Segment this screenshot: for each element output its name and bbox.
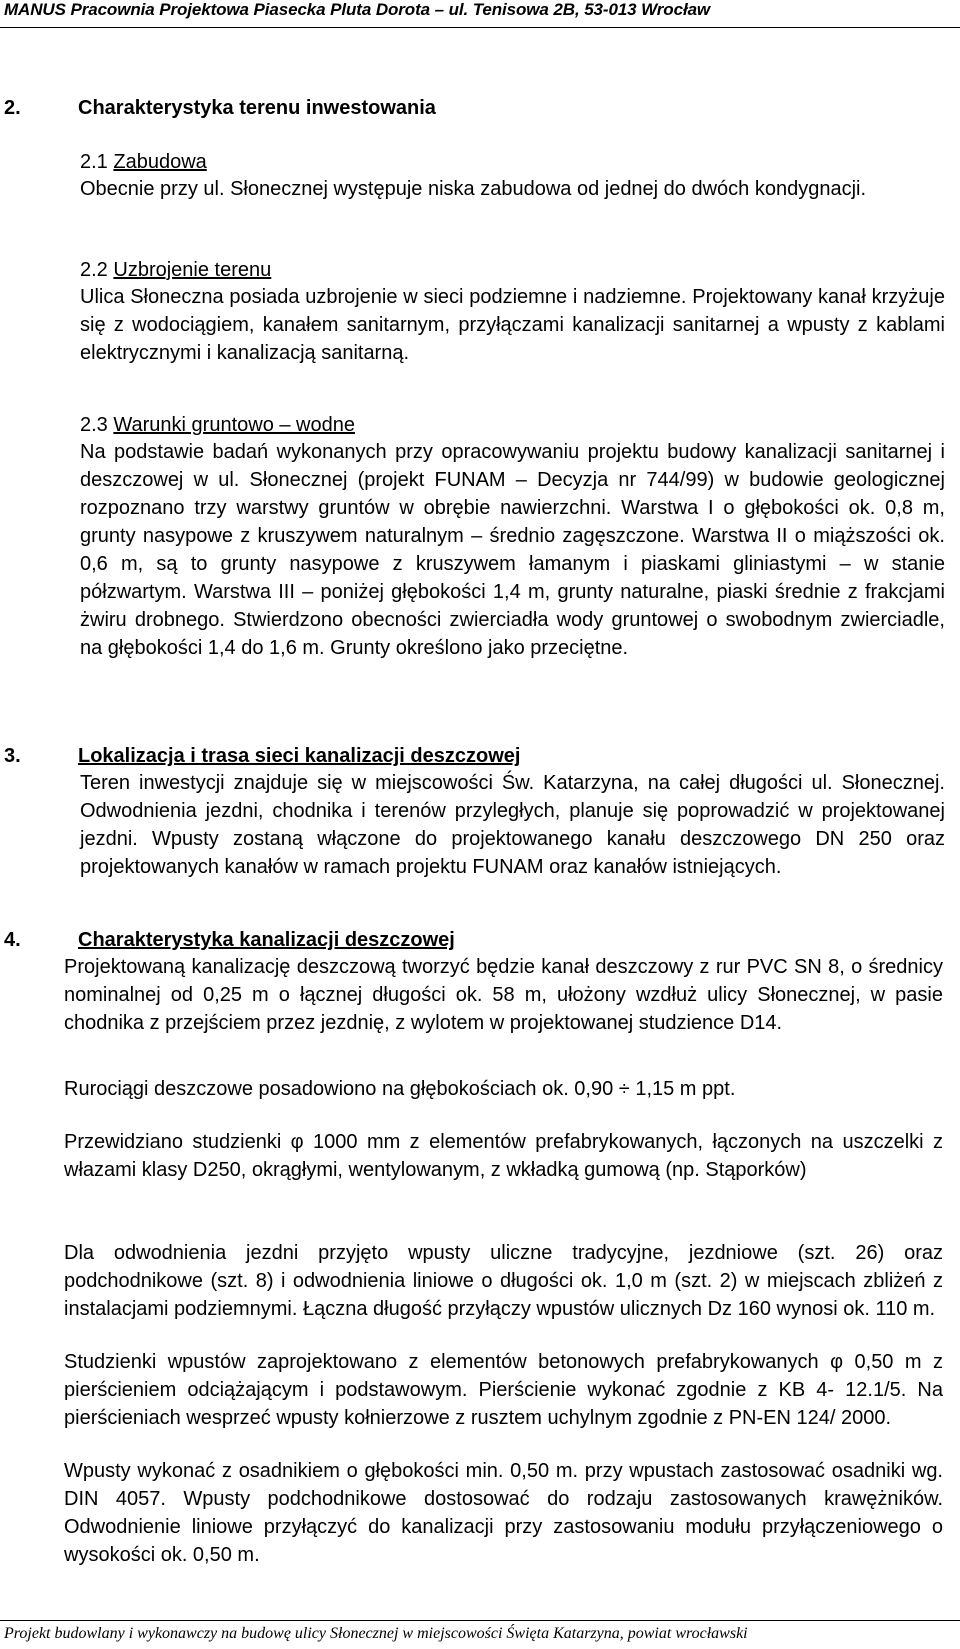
header-text: MANUS Pracownia Projektowa Piasecka Pluta Dorota – ul. Tenisowa 2B, 53-013 Wrocław (4, 0, 711, 19)
subsection-2-2-text: Ulica Słoneczna posiada uzbrojenie w sieci podziemne i nadziemne. Projektowany kanał krzyżuje się z wodociągiem, kanałem sanitarnym, przyłączami kanalizacji sanitarnej a wpusty z kablami elektrycznymi i kanalizacją sanitarną. (80, 286, 945, 364)
page-header (0, 0, 960, 34)
section-4-paragraph: Rurociągi deszczowe posadowiono na głębokościach ok. 0,90 ÷ 1,15 m ppt. (64, 1078, 736, 1100)
section-3-heading (4, 742, 520, 770)
subsection-2-1-heading (80, 148, 207, 176)
subsection-title: Warunki gruntowo – wodne (113, 414, 355, 436)
footer-text: Projekt budowlany i wykonawczy na budowę ulicy Słonecznej w miejscowości Święta Katarzyna, powiat wrocławski (4, 1625, 748, 1642)
subsection-number: 2.1 (80, 151, 108, 173)
page-footer (0, 1620, 960, 1649)
section-2-heading (4, 94, 436, 122)
section-4-paragraph: Wpusty wykonać z osadnikiem o głębokości min. 0,50 m. przy wpustach zastosować osadniki wg. DIN 4057. Wpusty podchodnikowe dostosować do rodzaju zastosowanych krawężników. Odwodnienie liniowe przyłączyć do kanalizacji przy zastosowaniu modułu przyłączeniowego o wysokości ok. 0,50 m. (64, 1460, 943, 1566)
section-4-paragraph: Przewidziano studzienki φ 1000 mm z elementów prefabrykowanych, łączonych na uszczelki z włazami klasy D250, okrągłymi, wentylowanym, z wkładką gumową (np. Stąporków) (64, 1131, 943, 1181)
subsection-2-3-heading (80, 411, 355, 439)
section-4-paragraph: Dla odwodnienia jezdni przyjęto wpusty uliczne tradycyjne, jezdniowe (szt. 26) oraz podchodnikowe (szt. 8) i odwodnienia liniowe o długości ok. 1,0 m (szt. 2) w miejscach zbliżeń z instalacjami podziemnymi. Łączna długość przyłączy wpustów ulicznych Dz 160 wynosi ok. 110 m. (64, 1242, 943, 1320)
section-4-paragraph: Studzienki wpustów zaprojektowano z elementów betonowych prefabrykowanych φ 0,50 m z pierścieniem odciążającym i podstawowym. Pierścienie wykonać zgodnie z KB 4- 12.1/5. Na pierścieniach wesprzeć wpusty kołnierzowe z rusztem uchylnym zgodnie z PN-EN 124/ 2000. (64, 1351, 943, 1429)
section-title: Charakterystyka terenu inwestowania (78, 97, 436, 119)
section-4-paragraph: Projektowaną kanalizację deszczową tworzyć będzie kanał deszczowy z rur PVC SN 8, o średnicy nominalnej od 0,25 m o łącznej długości ok. 58 m, ułożony wzdłuż ulicy Słonecznej, w pasie chodnika z przejściem przez jezdnię, z wylotem w projektowanej studzience D14. (64, 956, 943, 1034)
section-number: 3. (4, 745, 21, 767)
subsection-2-3-text: Na podstawie badań wykonanych przy opracowywaniu projektu budowy kanalizacji sanitarnej i deszczowej w ul. Słonecznej (projekt FUNAM – Decyzja nr 744/99) w budowie geologicznej rozpoznano trzy warstwy gruntów w obrębie nawierzchni. Warstwa I o głębokości ok. 0,8 m, grunty nasypowe z kruszywem naturalnym – średnio zagęszczone. Warstwa II o miąższości ok. 0,6 m, są to grunty nasypowe z kruszywem łamanym i piaskami gliniastymi – w stanie półzwartym. Warstwa III – poniżej głębokości 1,4 m, grunty naturalne, piaski średnie z frakcjami żwiru drobnego. Stwierdzono obecności zwierciadła wody gruntowej o swobodnym zwierciadle, na głębokości 1,4 do 1,6 m. Grunty określono jako przeciętne. (80, 441, 945, 659)
footer-divider (0, 1620, 960, 1621)
subsection-number: 2.3 (80, 414, 108, 436)
subsection-2-1-text: Obecnie przy ul. Słonecznej występuje niska zabudowa od jednej do dwóch kondygnacji. (80, 178, 867, 200)
section-number: 2. (4, 97, 21, 119)
section-title: Lokalizacja i trasa sieci kanalizacji deszczowej (78, 745, 521, 767)
header-divider (0, 27, 960, 28)
subsection-title: Zabudowa (113, 151, 207, 173)
section-4-heading (4, 926, 455, 954)
section-number: 4. (4, 929, 21, 951)
section-title: Charakterystyka kanalizacji deszczowej (78, 929, 455, 951)
section-3-text: Teren inwestycji znajduje się w miejscowości Św. Katarzyna, na całej długości ul. Słonecznej. Odwodnienia jezdni, chodnika i terenów przyległych, planuje się poprowadzić w projektowanej jezdni. Wpusty zostaną włączone do projektowanego kanału deszczowego DN 250 oraz projektowanych kanałów w ramach projektu FUNAM oraz kanałów istniejących. (80, 772, 945, 878)
subsection-2-2-heading (80, 256, 271, 284)
subsection-number: 2.2 (80, 259, 108, 281)
subsection-title: Uzbrojenie terenu (113, 259, 272, 281)
